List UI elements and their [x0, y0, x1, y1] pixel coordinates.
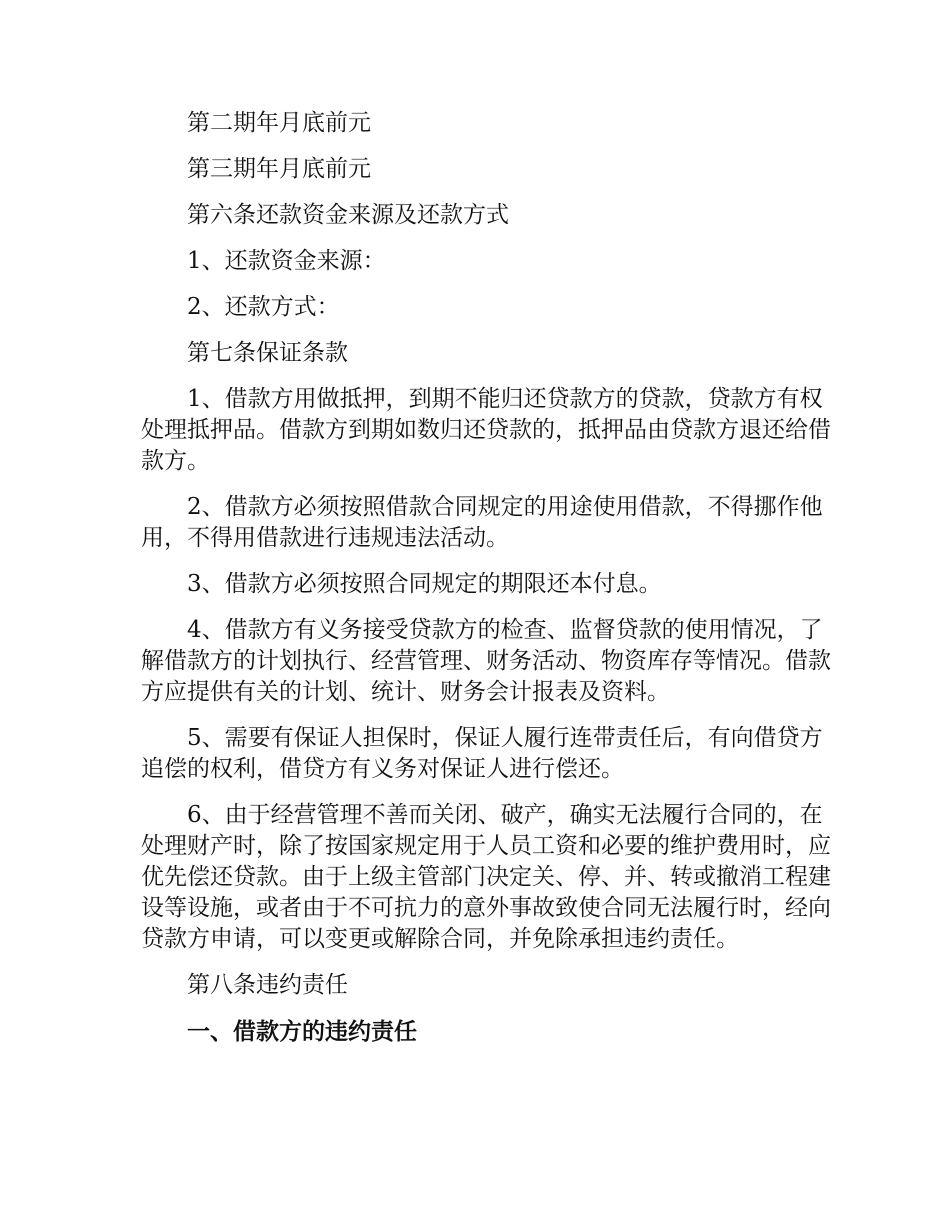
- paragraph-repayment-source: 1、还款资金来源：: [187, 248, 386, 274]
- clause-7-2: 2、借款方必须按照借款合同规定的用途使用借款，不得挪作他用，不得用借款进行违规违法活动。: [141, 494, 823, 551]
- article-8-heading: 第八条违约责任: [187, 972, 348, 998]
- clause-7-1: 1、借款方用做抵押，到期不能归还贷款方的贷款，贷款方有权处理抵押品。借款方到期如数归还贷款的，抵押品由贷款方退还给借款方。: [141, 386, 831, 474]
- clause-7-5: 5、需要有保证人担保时，保证人履行连带责任后，有向借贷方追偿的权利，借贷方有义务对保证人进行偿还。: [141, 725, 823, 782]
- clause-7-6: 6、由于经营管理不善而关闭、破产，确实无法履行合同的，在处理财产时，除了按国家规定用于人员工资和必要的维护费用时，应优先偿还贷款。由于上级主管部门决定关、停、并、转或撤消工程建设等设施，或者由于不可抗力的意外事故致使合同无法履行时，经向贷款方申请，可以变更或解除合同，并免除承担违约责任。: [141, 802, 831, 952]
- paragraph-repayment-method: 2、还款方式：: [187, 294, 340, 320]
- article-7-heading: 第七条保证条款: [187, 340, 348, 366]
- paragraph-installment-3: 第三期年月底前元: [187, 156, 371, 182]
- section-borrower-liability-heading: 一、借款方的违约责任: [187, 1018, 417, 1045]
- document-body: [141, 108, 831, 1062]
- paragraph-installment-2: 第二期年月底前元: [187, 110, 371, 136]
- clause-7-4: 4、借款方有义务接受贷款方的检查、监督贷款的使用情况，了解借款方的计划执行、经营管理、财务活动、物资库存等情况。借款方应提供有关的计划、统计、财务会计报表及资料。: [141, 617, 831, 705]
- article-6-heading: 第六条还款资金来源及还款方式: [187, 202, 509, 228]
- clause-7-3: 3、借款方必须按照合同规定的期限还本付息。: [187, 571, 662, 597]
